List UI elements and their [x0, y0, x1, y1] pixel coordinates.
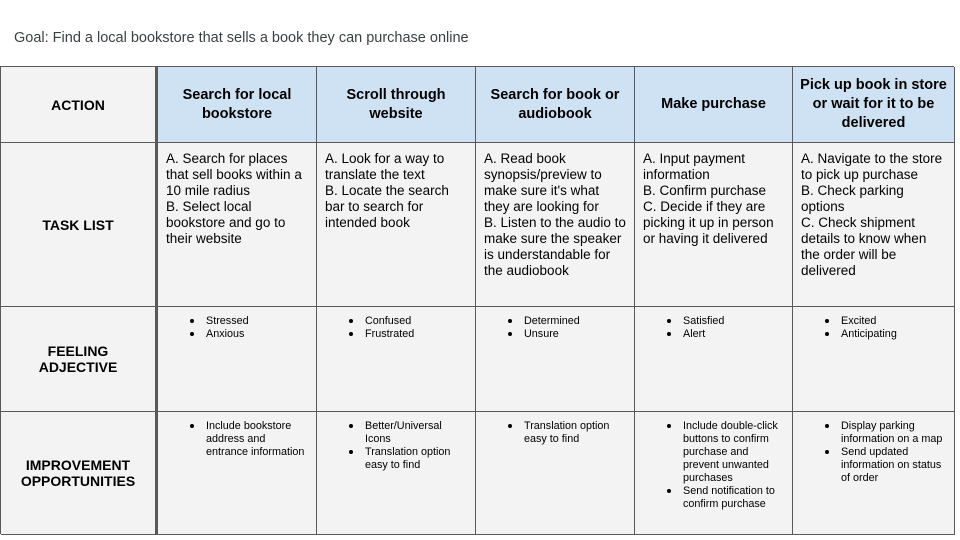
feeling-item: Anticipating — [825, 328, 948, 341]
feeling-item: Confused — [349, 315, 469, 328]
feeling-item: Unsure — [508, 328, 628, 341]
feeling-item: Determined — [508, 315, 628, 328]
task-item: A. Input payment information — [643, 151, 746, 182]
task-list-cell — [476, 143, 635, 307]
stage-action: Make purchase — [635, 67, 793, 143]
improvement-item: Translation option easy to find — [349, 446, 469, 472]
task-item: C. Check shipment details to know when the order will be delivered — [801, 215, 927, 278]
improvement-item: Include double-click buttons to confirm purchase and prevent unwanted purchases — [667, 420, 786, 485]
task-list-cell — [317, 143, 476, 307]
improvement-cell — [476, 412, 635, 535]
task-item: B. Confirm purchase — [643, 183, 767, 198]
feeling-item: Frustrated — [349, 328, 469, 341]
stage-action: Search for book or audiobook — [476, 67, 635, 143]
improvement-cell — [793, 412, 955, 535]
feeling-item: Alert — [667, 328, 786, 341]
feeling-cell — [476, 307, 635, 412]
row-header-task-list: TASK LIST — [1, 143, 158, 307]
task-item: B. Select local bookstore and go to their website — [166, 199, 286, 246]
improvement-item: Include bookstore address and entrance information — [190, 420, 310, 459]
task-item: A. Search for places that sell books within a 10 mile radius — [166, 151, 302, 198]
improvement-item: Better/Universal Icons — [349, 420, 469, 446]
feeling-cell — [793, 307, 955, 412]
stage-action: Scroll through website — [317, 67, 476, 143]
task-list-cell — [793, 143, 955, 307]
feeling-item: Satisfied — [667, 315, 786, 328]
improvement-cell — [635, 412, 793, 535]
feeling-cell — [635, 307, 793, 412]
task-list-cell — [635, 143, 793, 307]
feeling-cell — [158, 307, 317, 412]
row-header-feeling: FEELING ADJECTIVE — [1, 307, 158, 412]
task-item: A. Look for a way to translate the text — [325, 151, 445, 182]
journey-map-table — [0, 66, 954, 534]
row-header-action: ACTION — [1, 67, 158, 143]
goal-text: Goal: Find a local bookstore that sells a book they can purchase online — [14, 30, 469, 46]
feeling-cell — [317, 307, 476, 412]
improvement-item: Translation option easy to find — [508, 420, 628, 446]
task-item: C. Decide if they are picking it up in person or having it delivered — [643, 199, 774, 246]
row-header-improvement: IMPROVEMENT OPPORTUNITIES — [1, 412, 158, 535]
stage-action: Pick up book in store or wait for it to be delivered — [793, 67, 955, 143]
stage-action: Search for local bookstore — [158, 67, 317, 143]
task-item: B. Check parking options — [801, 183, 904, 214]
task-item: B. Locate the search bar to search for intended book — [325, 183, 449, 230]
feeling-item: Stressed — [190, 315, 310, 328]
task-item: A. Navigate to the store to pick up purchase — [801, 151, 943, 182]
task-list-cell — [158, 143, 317, 307]
task-item: B. Listen to the audio to make sure the speaker is understandable for the audiobook — [484, 215, 626, 278]
improvement-item: Send notification to confirm purchase — [667, 485, 786, 511]
improvement-cell — [158, 412, 317, 535]
task-item: A. Read book synopsis/preview to make sure it's what they are looking for — [484, 151, 602, 214]
improvement-item: Send updated information on status of order — [825, 446, 948, 485]
improvement-cell — [317, 412, 476, 535]
feeling-item: Anxious — [190, 328, 310, 341]
improvement-item: Display parking information on a map — [825, 420, 948, 446]
feeling-item: Excited — [825, 315, 948, 328]
